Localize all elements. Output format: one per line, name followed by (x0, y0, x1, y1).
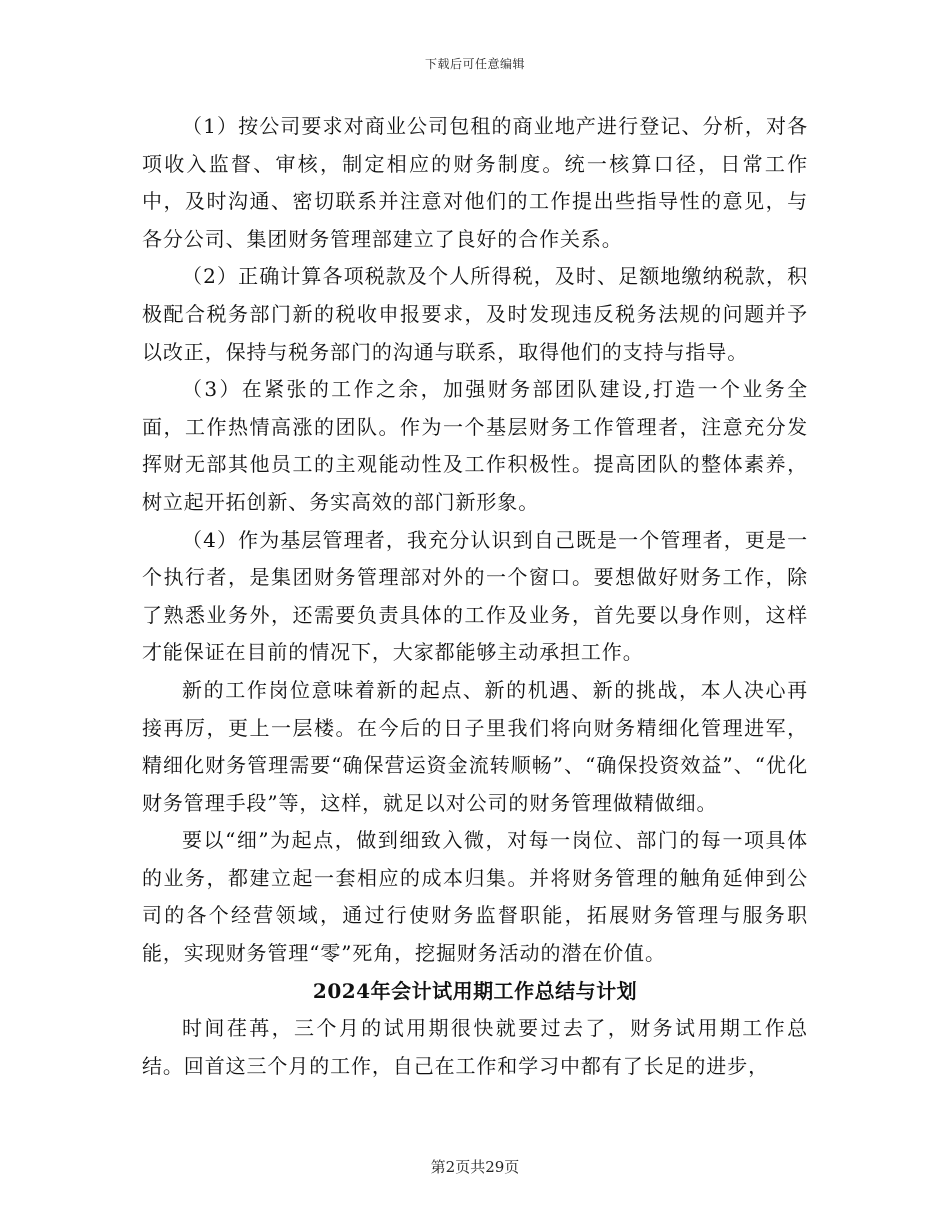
paragraph-item-3: （3）在紧张的工作之余，加强财务部团队建设,打造一个业务全面，工作热情高涨的团队。作为一个基层财务工作管理者，注意充分发挥财无部其他员工的主观能动性及工作积极性。提高团队的整体素养，树立起开拓创新、务实高效的部门新形象。 (142, 377, 808, 514)
document-body (142, 108, 808, 1085)
paragraph-item-4: （4）作为基层管理者，我充分认识到自己既是一个管理者，更是一个执行者，是集团财务管理部对外的一个窗口。要想做好财务工作，除了熟悉业务外，还需要负责具体的工作及业务，首先要以身作则，这样才能保证在目前的情况下，大家都能够主动承担工作。 (142, 527, 808, 665)
paragraph-item-1: （1）按公司要求对商业公司包租的商业地产进行登记、分析，对各项收入监督、审核，制定相应的财务制度。统一核算口径，日常工作中，及时沟通、密切联系并注意对他们的工作提出些指导性的意见，与各分公司、集团财务管理部建立了良好的合作关系。 (142, 114, 808, 251)
paragraph-detail-focus: 要以“细”为起点，做到细致入微，对每一岗位、部门的每一项具体的业务，都建立起一套相应的成本归集。并将财务管理的触角延伸到公司的各个经营领域，通过行使财务监督职能，拓展财务管理与服务职能，实现财务管理“零”死角，挖掘财务活动的潜在价值。 (142, 828, 808, 966)
page-header: 下载后可任意编辑 (424, 57, 525, 71)
section-title: 2024年会计试用期工作总结与计划 (312, 978, 638, 1003)
paragraph-probation-intro: 时间荏苒，三个月的试用期很快就要过去了，财务试用期工作总结。回首这三个月的工作，自己在工作和学习中都有了长足的进步， (142, 1016, 808, 1078)
page-number: 第2页共29页 (430, 1158, 520, 1176)
paragraph-new-position: 新的工作岗位意味着新的起点、新的机遇、新的挑战，本人决心再接再厉，更上一层楼。在今后的日子里我们将向财务精细化管理进军，精细化财务管理需要“确保营运资金流转顺畅”、“确保投资效益”、“优化财务管理手段”等，这样，就足以对公司的财务管理做精做细。 (142, 677, 808, 815)
paragraph-item-2: （2）正确计算各项税款及个人所得税，及时、足额地缴纳税款，积极配合税务部门新的税收申报要求，及时发现违反税务法规的问题并予以改正，保持与税务部门的沟通与联系，取得他们的支持与指导。 (142, 264, 808, 364)
